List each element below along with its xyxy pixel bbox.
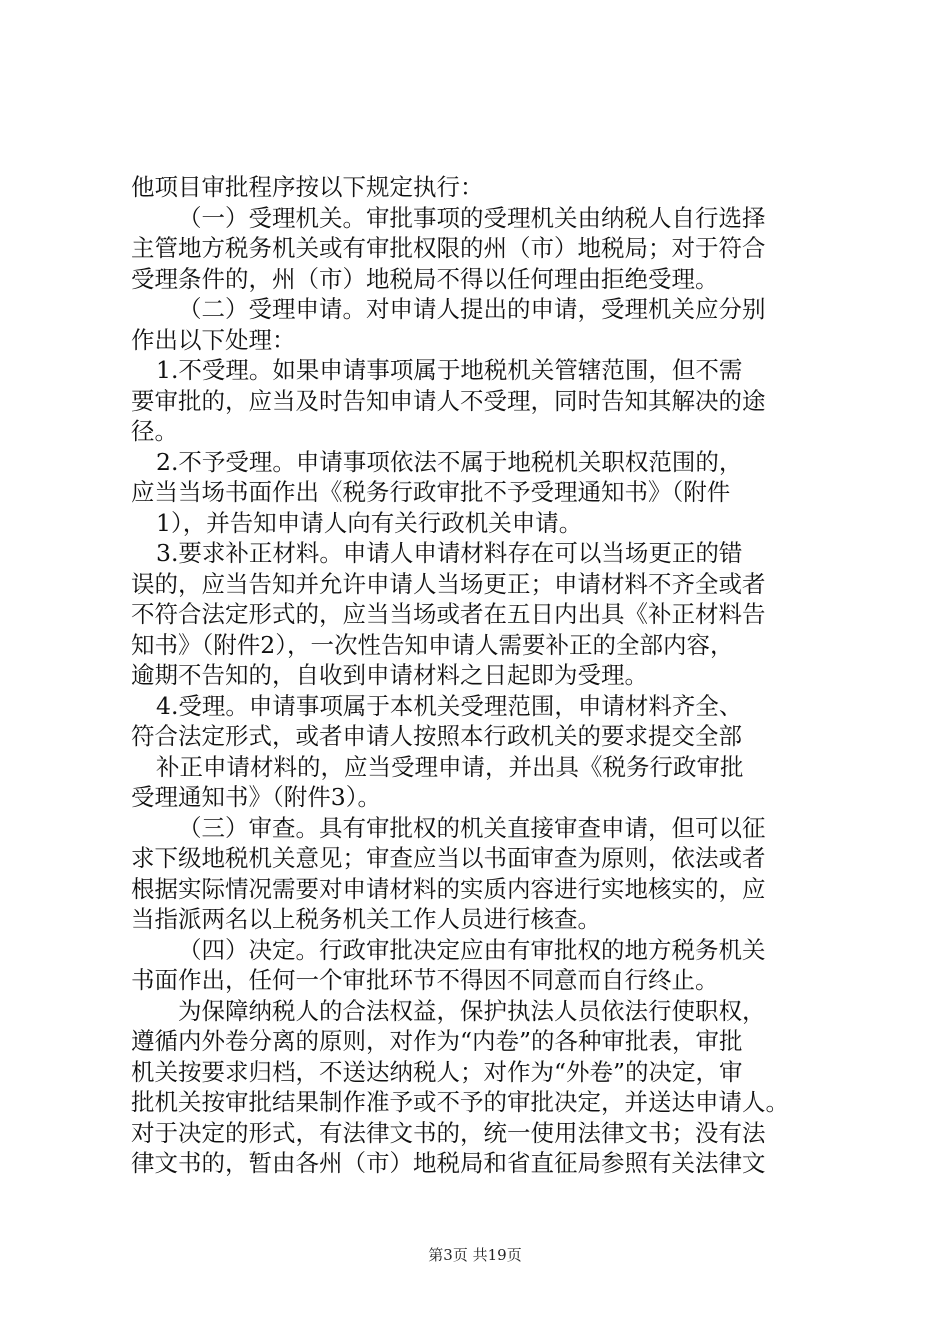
text-line: 要审批的，应当及时告知申请人不受理，同时告知其解决的途 bbox=[131, 386, 766, 415]
document-body bbox=[131, 172, 831, 1179]
text-line: 2.不予受理。申请事项依法不属于地税机关职权范围的， bbox=[156, 447, 743, 476]
text-line: 符合法定形式，或者申请人按照本行政机关的要求提交全部 bbox=[131, 722, 742, 750]
text-line: 机关按要求归档，不送达纳税人；对作为“外卷”的决定，审 bbox=[131, 1057, 743, 1086]
text-line: 遵循内外卷分离的原则，对作为“内卷”的各种审批表，审批 bbox=[131, 1027, 743, 1055]
text-line: 误的，应当告知并允许申请人当场更正；申请材料不齐全或者 bbox=[131, 569, 766, 598]
text-line: 他项目审批程序按以下规定执行： bbox=[131, 173, 484, 201]
text-line: 知书》（附件2），一次性告知申请人需要补正的全部内容， bbox=[131, 630, 734, 659]
text-line: 律文书的，暂由各州（市）地税局和省直征局参照有关法律文 bbox=[131, 1149, 766, 1177]
text-line: （一）受理机关。审批事项的受理机关由纳税人自行选择 bbox=[178, 203, 766, 232]
text-line: 受理通知书》（附件3）。 bbox=[131, 783, 381, 811]
text-line: 求下级地税机关意见；审查应当以书面审查为原则，依法或者 bbox=[131, 844, 766, 872]
text-line: 当指派两名以上税务机关工作人员进行核查。 bbox=[131, 905, 601, 933]
text-line: 1），并告知申请人向有关行政机关申请。 bbox=[156, 508, 583, 537]
text-line: 4.受理。申请事项属于本机关受理范围，申请材料齐全、 bbox=[156, 691, 743, 720]
text-line: 为保障纳税人的合法权益，保护执法人员依法行使职权， bbox=[178, 996, 766, 1025]
text-line: （三）审查。具有审批权的机关直接审查申请，但可以征 bbox=[178, 813, 766, 842]
text-line: （四）决定。行政审批决定应由有审批权的地方税务机关 bbox=[178, 935, 766, 964]
text-line: 对于决定的形式，有法律文书的，统一使用法律文书；没有法 bbox=[131, 1118, 766, 1147]
text-line: 1.不受理。如果申请事项属于地税机关管辖范围，但不需 bbox=[156, 356, 743, 384]
text-line: 书面作出，任何一个审批环节不得因不同意而自行终止。 bbox=[131, 966, 719, 994]
text-line: 径。 bbox=[131, 417, 178, 445]
text-line: 作出以下处理： bbox=[131, 325, 296, 354]
text-line: 主管地方税务机关或有审批权限的州（市）地税局；对于符合 bbox=[131, 234, 766, 262]
text-line: （二）受理申请。对申请人提出的申请，受理机关应分别 bbox=[178, 295, 766, 323]
page-footer: 第3页 共19页 bbox=[428, 1246, 522, 1264]
text-line: 受理条件的，州（市）地税局不得以任何理由拒绝受理。 bbox=[131, 264, 719, 293]
text-line: 不符合法定形式的，应当当场或者在五日内出具《补正材料告 bbox=[131, 600, 766, 628]
text-line: 根据实际情况需要对申请材料的实质内容进行实地核实的，应 bbox=[131, 874, 766, 903]
text-line: 3.要求补正材料。申请人申请材料存在可以当场更正的错 bbox=[156, 539, 743, 567]
text-line: 逾期不告知的，自收到申请材料之日起即为受理。 bbox=[131, 661, 648, 689]
text-line: 应当当场书面作出《税务行政审批不予受理通知书》（附件 bbox=[131, 478, 731, 506]
text-line: 补正申请材料的，应当受理申请，并出具《税务行政审批 bbox=[156, 752, 744, 781]
text-line: 批机关按审批结果制作准予或不予的审批决定，并送达申请人。 bbox=[131, 1088, 789, 1116]
